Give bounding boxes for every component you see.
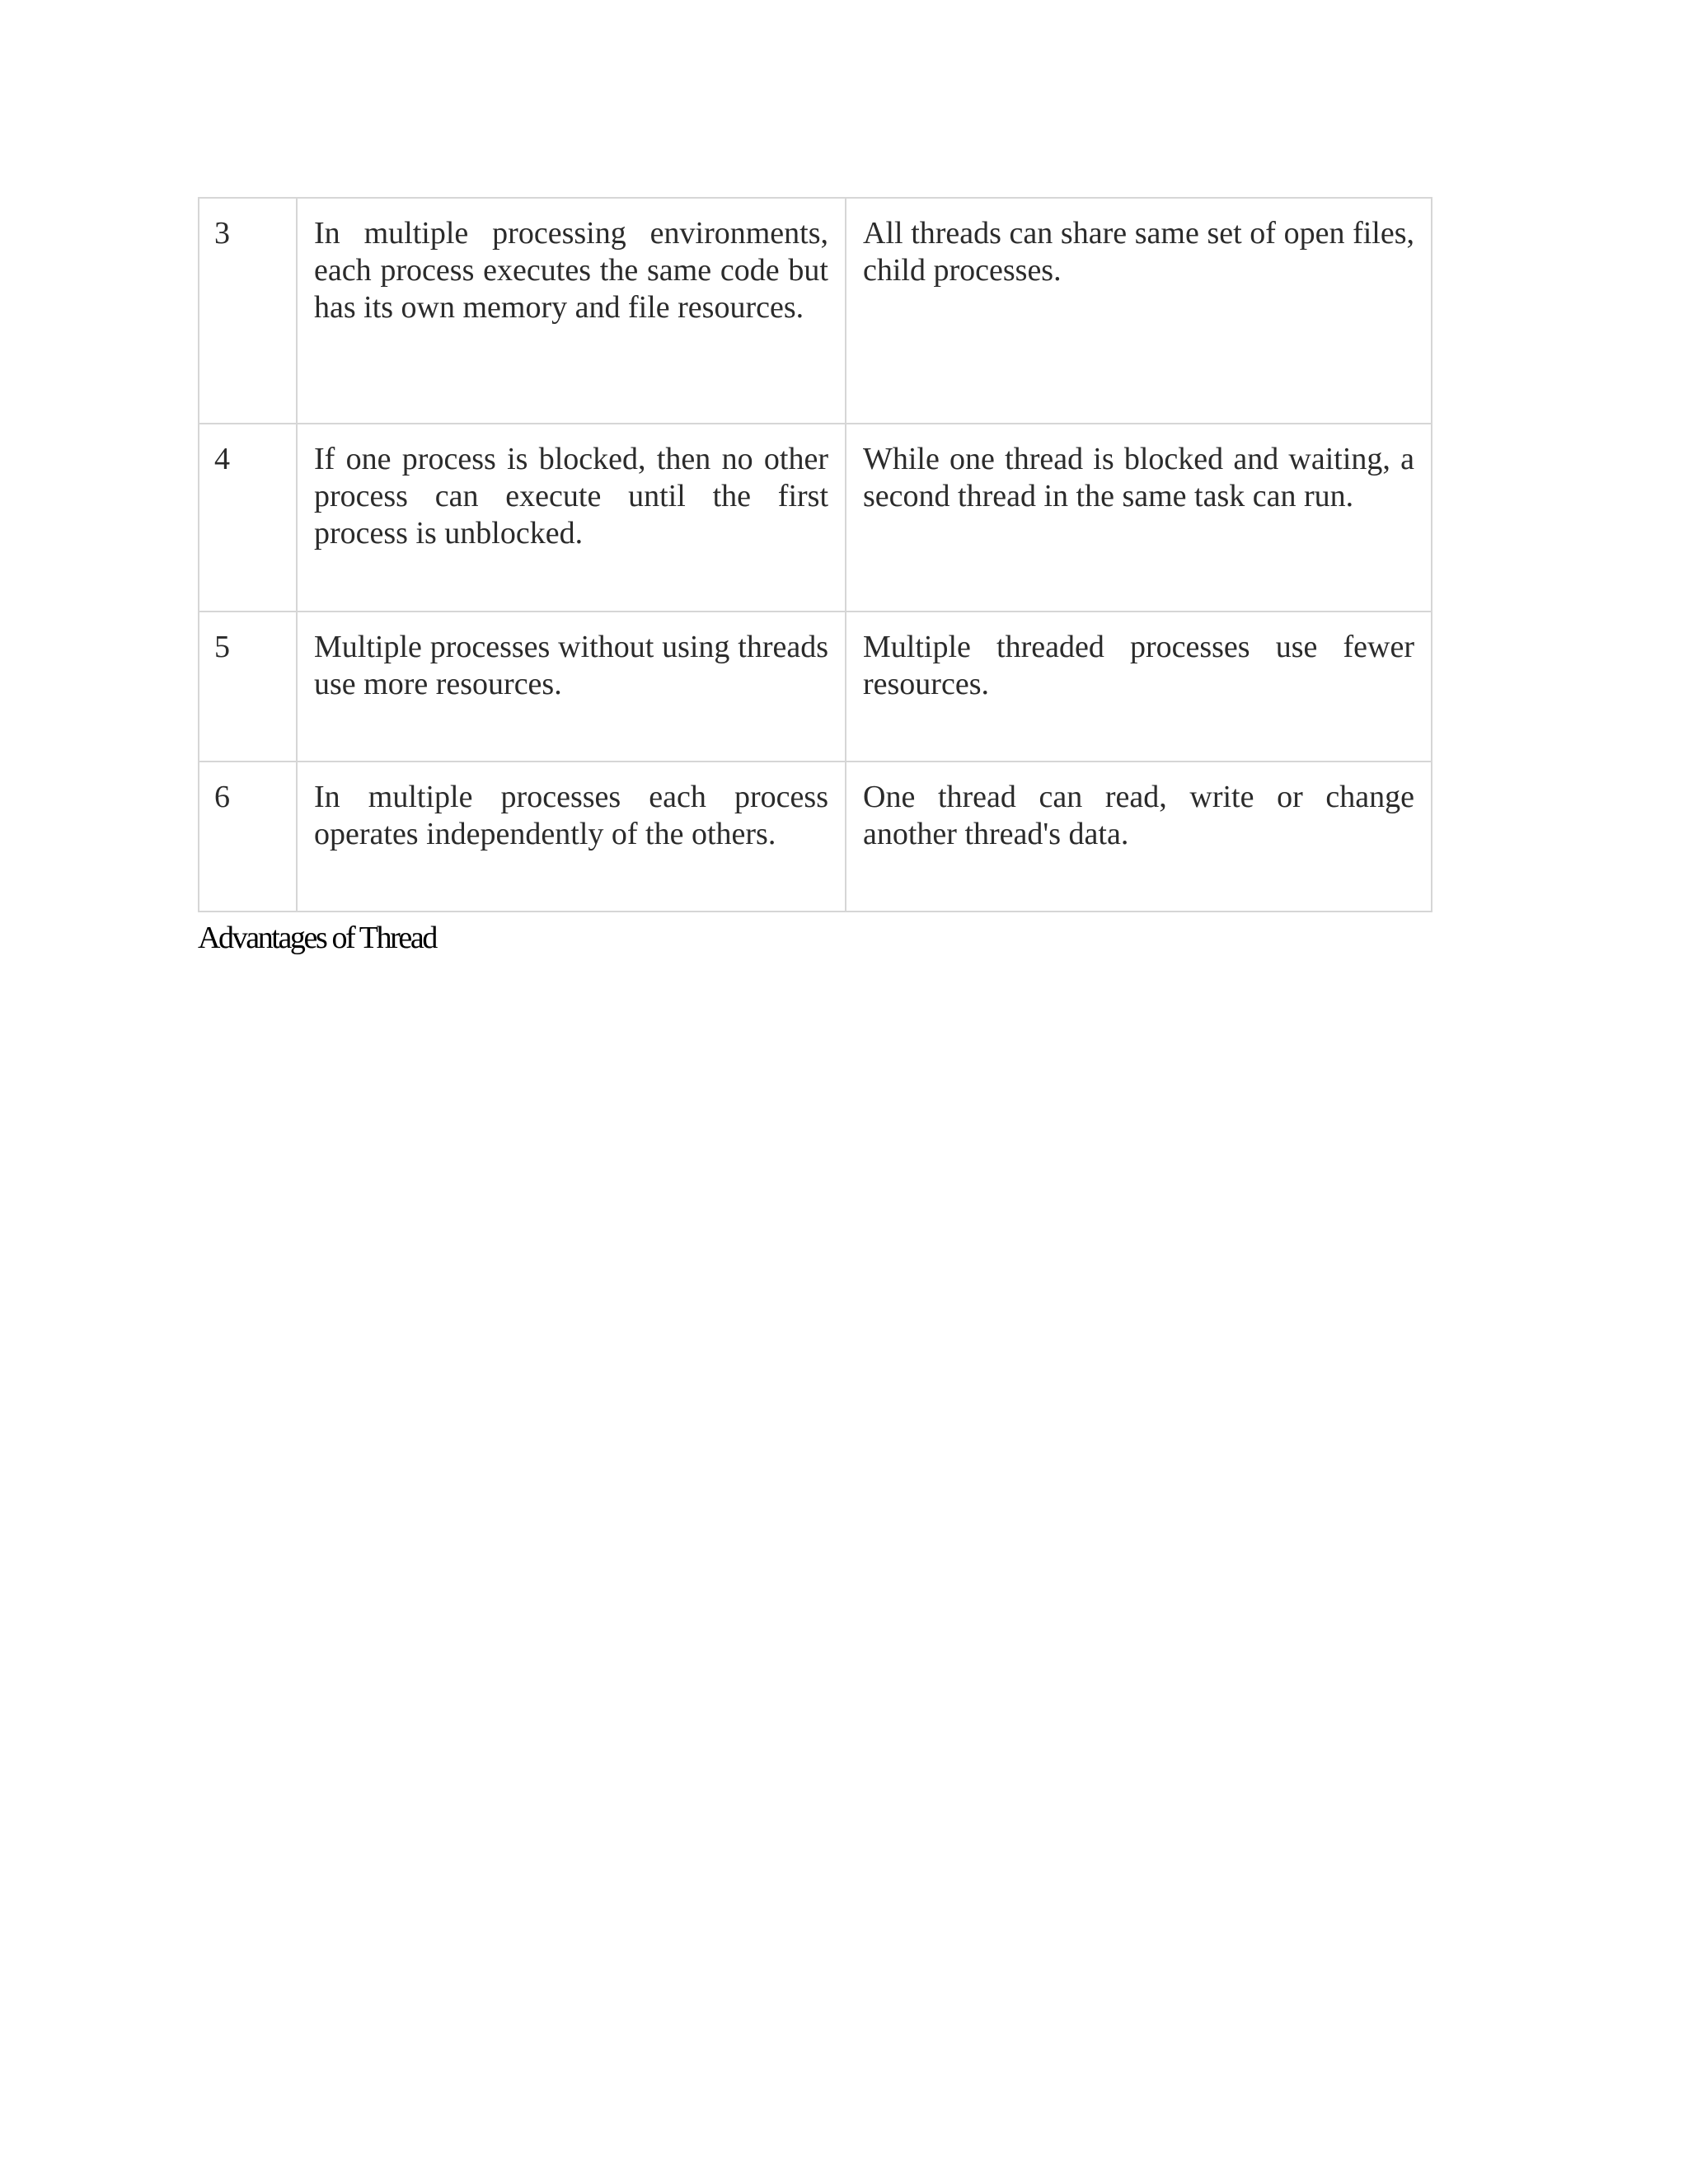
table-row xyxy=(199,424,1432,612)
thread-cell: Multiple threaded processes use fewer resources. xyxy=(846,612,1432,762)
table-row xyxy=(199,612,1432,762)
process-cell: In multiple processing environments, each process executes the same code but has its own memory and file resources. xyxy=(297,198,846,424)
process-vs-thread-table xyxy=(198,197,1432,912)
row-number: 5 xyxy=(199,612,297,762)
process-cell: In multiple processes each process operates independently of the others. xyxy=(297,762,846,912)
row-number: 6 xyxy=(199,762,297,912)
thread-cell: One thread can read, write or change another thread's data. xyxy=(846,762,1432,912)
table-row xyxy=(199,198,1432,424)
thread-cell: All threads can share same set of open files, child processes. xyxy=(846,198,1432,424)
section-heading: Advantages of Thread xyxy=(198,921,436,955)
thread-cell: While one thread is blocked and waiting, a second thread in the same task can run. xyxy=(846,424,1432,612)
process-cell: If one process is blocked, then no other process can execute until the first process is unblocked. xyxy=(297,424,846,612)
row-number: 4 xyxy=(199,424,297,612)
row-number: 3 xyxy=(199,198,297,424)
table-row xyxy=(199,762,1432,912)
process-cell: Multiple processes without using threads use more resources. xyxy=(297,612,846,762)
